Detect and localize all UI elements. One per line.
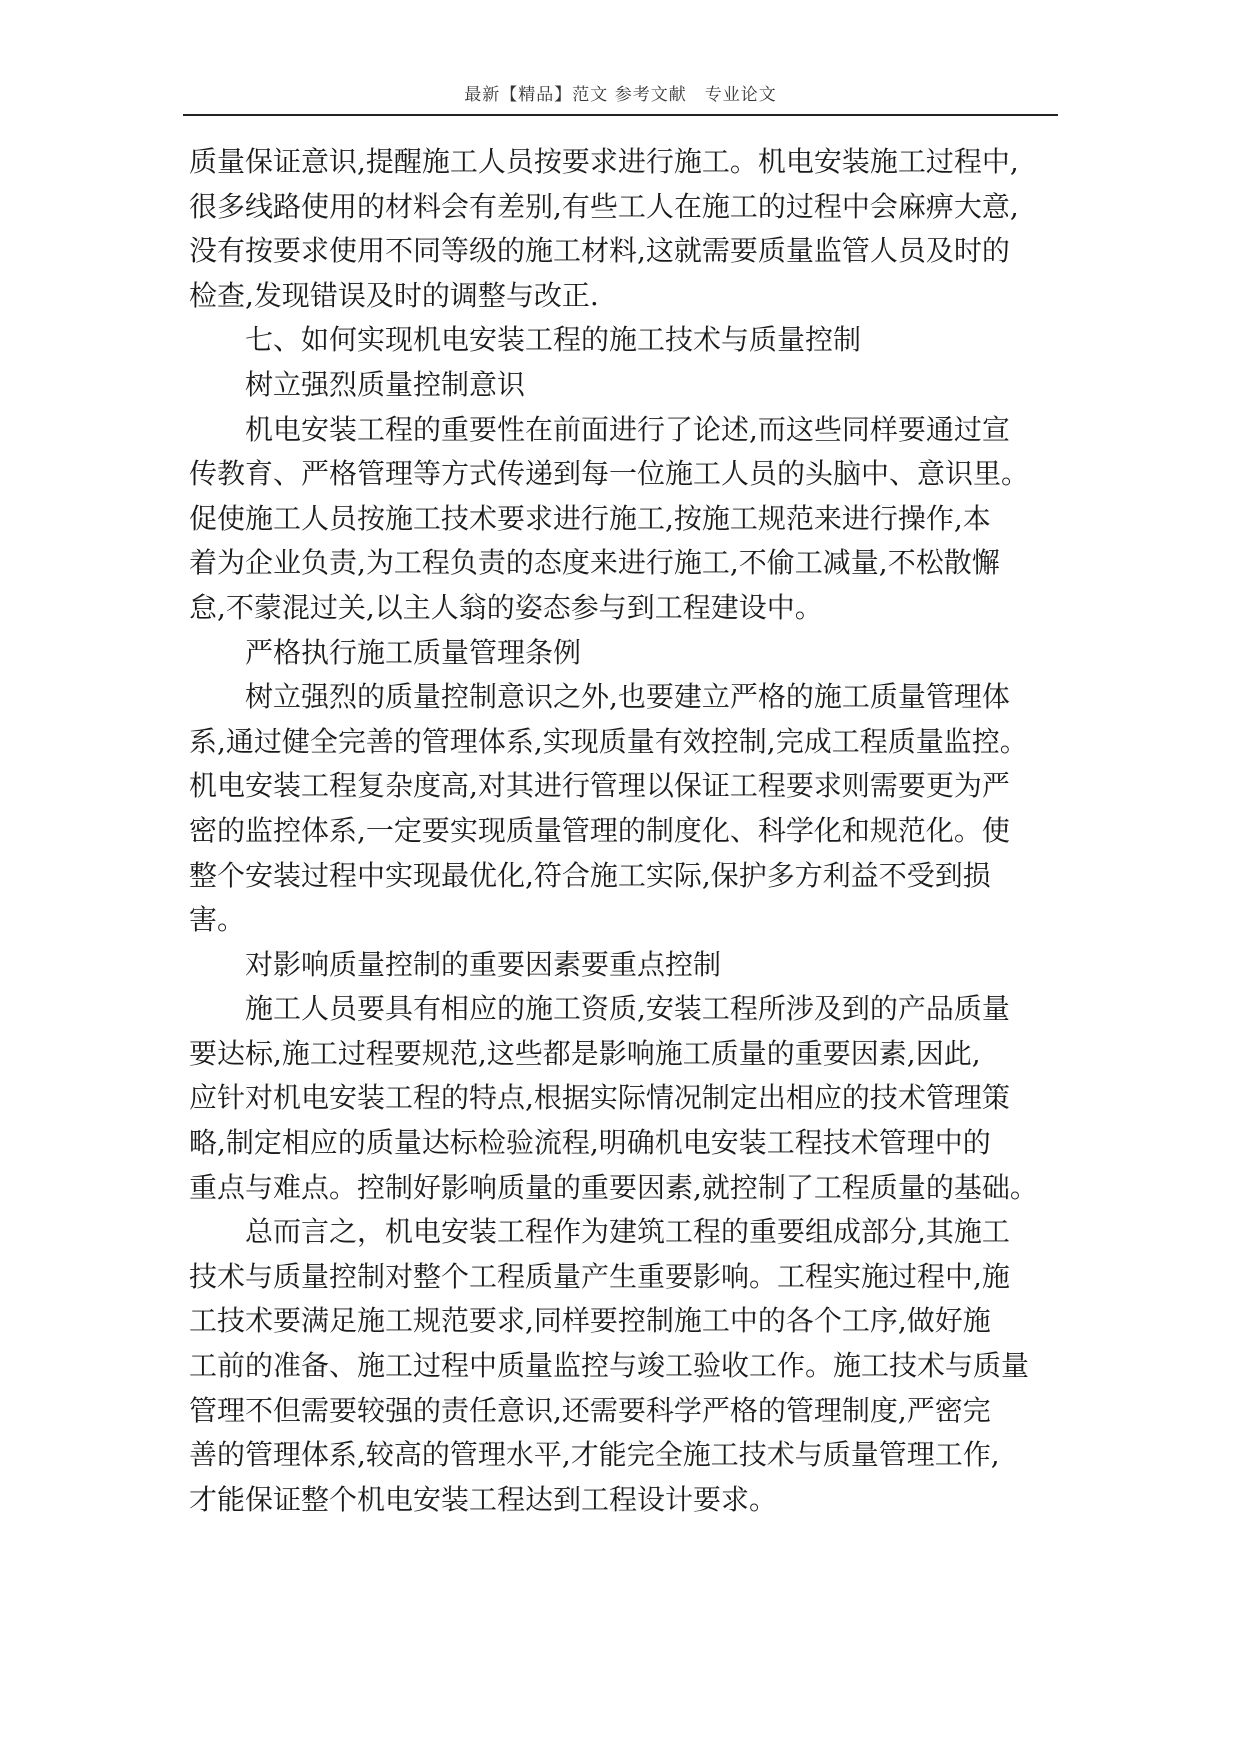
text-line: 传教育、严格管理等方式传递到每一位施工人员的头脑中、意识里。	[189, 457, 1030, 491]
document-body	[189, 140, 1069, 1522]
text-line: 工前的准备、施工过程中质量监控与竣工验收工作。施工技术与质量	[189, 1349, 1030, 1383]
text-line: 严格执行施工质量管理条例	[245, 635, 582, 669]
text-line: 对影响质量控制的重要因素要重点控制	[245, 947, 722, 981]
text-line: 整个安装过程中实现最优化,符合施工实际,保护多方利益不受到损	[189, 858, 991, 892]
text-line: 要达标,施工过程要规范,这些都是影响施工质量的重要因素,因此,	[189, 1036, 981, 1070]
text-line: 善的管理体系,较高的管理水平,才能完全施工技术与质量管理工作,	[189, 1438, 1000, 1472]
text-line: 检查,发现错误及时的调整与改正.	[189, 278, 599, 312]
text-line: 重点与难点。控制好影响质量的重要因素,就控制了工程质量的基础。	[189, 1170, 1038, 1204]
text-line: 害。	[189, 903, 246, 937]
text-line: 才能保证整个机电安装工程达到工程设计要求。	[189, 1482, 778, 1516]
text-line: 树立强烈质量控制意识	[245, 367, 526, 401]
text-line: 应针对机电安装工程的特点,根据实际情况制定出相应的技术管理策	[189, 1081, 1010, 1115]
text-line: 质量保证意识,提醒施工人员按要求进行施工。机电安装施工过程中,	[189, 145, 1019, 178]
text-line: 树立强烈的质量控制意识之外,也要建立严格的施工质量管理体	[245, 680, 1010, 714]
text-line: 怠,不蒙混过关,以主人翁的姿态参与到工程建设中。	[189, 590, 823, 624]
text-line: 七、如何实现机电安装工程的施工技术与质量控制	[245, 323, 862, 357]
text-line: 没有按要求使用不同等级的施工材料,这就需要质量监管人员及时的	[189, 234, 1010, 268]
text-line: 工技术要满足施工规范要求,同样要控制施工中的各个工序,做好施	[189, 1304, 991, 1338]
text-line: 密的监控体系,一定要实现质量管理的制度化、科学化和规范化。使	[189, 813, 1010, 847]
text-line: 机电安装工程复杂度高,对其进行管理以保证工程要求则需要更为严	[189, 769, 1010, 803]
text-line: 着为企业负责,为工程负责的态度来进行施工,不偷工减量,不松散懈	[189, 546, 1000, 580]
text-line: 管理不但需要较强的责任意识,还需要科学严格的管理制度,严密完	[189, 1393, 991, 1427]
page-header: 最新【精品】范文 参考文献 专业论文	[464, 85, 777, 105]
text-line: 施工人员要具有相应的施工资质,安装工程所涉及到的产品质量	[245, 992, 1010, 1026]
text-line: 机电安装工程的重要性在前面进行了论述,而这些同样要通过宣	[245, 412, 1010, 446]
text-line: 很多线路使用的材料会有差别,有些工人在施工的过程中会麻痹大意,	[189, 189, 1019, 223]
text-line: 系,通过健全完善的管理体系,实现质量有效控制,完成工程质量监控。	[189, 724, 1028, 758]
text-line: 略,制定相应的质量达标检验流程,明确机电安装工程技术管理中的	[189, 1126, 991, 1160]
header-divider	[183, 114, 1058, 116]
text-line: 促使施工人员按施工技术要求进行施工,按施工规范来进行操作,本	[189, 501, 991, 535]
text-line: 技术与质量控制对整个工程质量产生重要影响。工程实施过程中,施	[189, 1259, 1010, 1293]
text-line: 总而言之，机电安装工程作为建筑工程的重要组成部分,其施工	[245, 1215, 1010, 1249]
